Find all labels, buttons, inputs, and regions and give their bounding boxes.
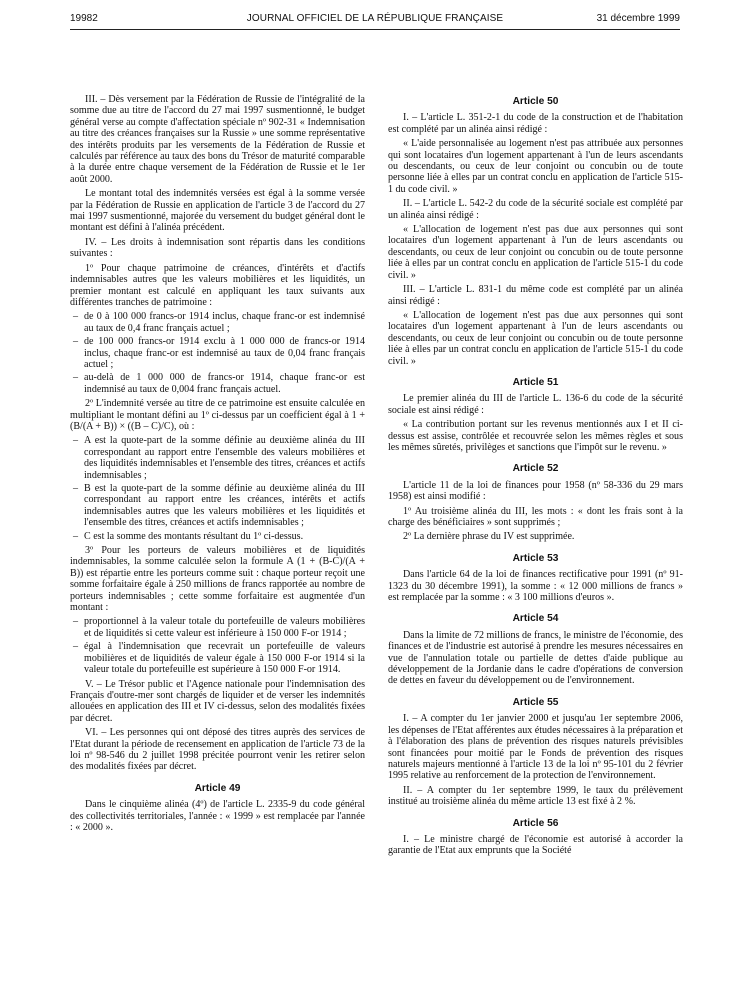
header-rule xyxy=(70,29,680,30)
paragraph: Dans l'article 64 de la loi de finances rectificative pour 1991 (nº 91-1323 du 30 décembre 1991), la somme : « 12 000 millions de francs » est remplacée par la somme : « 3 100 millions d'euros ». xyxy=(388,569,683,604)
list-item: – de 100 000 francs-or 1914 exclu à 1 000 000 de francs-or 1914 inclus, chaque franc-or est indemnisé au taux de 0,04 franc français actuel ; xyxy=(70,336,365,370)
paragraph: VI. – Les personnes qui ont déposé des titres auprès des services de l'Etat durant la période de recensement en application de l'article 73 de la loi nº 98-546 du 2 juillet 1998 précitée pourront venir les retirer selon des modalités fixées par décret. xyxy=(70,727,365,773)
paragraph: 1º Au troisième alinéa du III, les mots : « dont les frais sont à la charge des bénéficiaires » sont supprimés ; xyxy=(388,505,683,528)
list-item: – de 0 à 100 000 francs-or 1914 inclus, chaque franc-or est indemnisé au taux de 0,4 franc français actuel ; xyxy=(70,311,365,334)
paragraph: III. – Dès versement par la Fédération de Russie de l'intégralité de la somme due au titre de l'accord du 27 mai 1997 susmentionné, le budget général verse au compte d'affectation spéciale nº 902-31 « Indemnisation au titre des créances françaises sur la Russie » une somme représentative des intérêts produits par les versements de la Fédération de Russie et calculés par référence au taux des bons du Trésor de maturité comparable à la durée entre chaque versement de la Fédération de Russie et le 1er août 2000. xyxy=(70,94,365,185)
list-item: – A est la quote-part de la somme définie au deuxième alinéa du III correspondant au rapport entre l'ensemble des valeurs mobilières et des liquidités indemnisables et l'ensemble des titres, créances et actifs indemnisables ; xyxy=(70,435,365,481)
article-heading: Article 55 xyxy=(512,696,559,708)
left-column xyxy=(70,94,365,836)
paragraph: « La contribution portant sur les revenus mentionnés aux I et II ci-dessus est assise, contrôlée et recouvrée selon les mêmes règles et sous les mêmes sûretés, privilèges et sanctions que l'impôt sur le revenu. » xyxy=(388,419,683,453)
paragraph: « L'aide personnalisée au logement n'est pas attribuée aux personnes qui sont locataires d'un logement appartenant à l'un de leurs ascendants ou descendants, ou ceux de leur conjoint ou concubin ou de toute personne liée à elles par un contrat conclu en application de l'article 515-1 du code civil. » xyxy=(388,138,683,195)
paragraph: L'article 11 de la loi de finances pour 1958 (nº 58-336 du 29 mars 1958) est ainsi modifié : xyxy=(388,479,683,503)
paragraph: II. – L'article L. 542-2 du code de la sécurité sociale est complété par un alinéa ainsi rédigé : xyxy=(388,198,683,221)
article-heading: Article 50 xyxy=(512,96,559,107)
tranche-list xyxy=(70,311,365,395)
article-heading: Article 53 xyxy=(512,552,559,564)
page-number: 19982 xyxy=(70,13,98,24)
paragraph: Le montant total des indemnités versées est égal à la somme versée par la Fédération de Russie en application de l'article 3 de l'accord du 27 mai 1997 susmentionné, majorée du versement du budget général dont le montant est défini à l'alinéa précédent. xyxy=(70,188,365,234)
paragraph: 2º La dernière phrase du IV est supprimée. xyxy=(403,531,575,543)
paragraph: Le premier alinéa du III de l'article L. 136-6 du code de la sécurité sociale est ainsi rédigé : xyxy=(388,393,683,416)
list-item: – C est la somme des montants résultant du 1º ci-dessus. xyxy=(70,531,365,542)
paragraph: 3º Pour les porteurs de valeurs mobilières et de liquidités indemnisables, la somme calculée selon la formule A (1 + (B-C)/(A + B)) est répartie entre les porteurs comme suit : chaque porteur reçoit une somme forfaitaire égale à 250 millions de francs rapportée au nombre de porteurs indemnisables ; cette somme forfaitaire est augmentée d'un montant : xyxy=(70,545,365,614)
list-item: – B est la quote-part de la somme définie au deuxième alinéa du III correspondant au rapport entre les créances, intérêts et actifs indemnisables autres que les valeurs mobilières et les liquidités et l'ensemble des titres, créances et actifs indemnisables ; xyxy=(70,483,365,529)
article-heading: Article 56 xyxy=(512,817,559,829)
paragraph: Dans le cinquième alinéa (4º) de l'article L. 2335-9 du code général des collectivités territoriales, l'année : « 1999 » est remplacée par l'année : « 2000 ». xyxy=(70,799,365,833)
article-heading: Article 51 xyxy=(512,376,559,388)
article-heading: Article 49 xyxy=(194,782,241,794)
paragraph: 1º Pour chaque patrimoine de créances, d'intérêts et d'actifs indemnisables autres que les valeurs mobilières et les liquidités, un premier montant est calculé en appliquant les taux suivants aux différentes tranches de patrimoine : xyxy=(70,262,365,308)
paragraph: III. – L'article L. 831-1 du même code est complété par un alinéa ainsi rédigé : xyxy=(388,284,683,307)
list-item: – au-delà de 1 000 000 de francs-or 1914, chaque franc-or est indemnisé au taux de 0,004 franc français actuel. xyxy=(70,372,365,395)
list-item: – égal à l'indemnisation que recevrait un portefeuille de valeurs mobilières et de liquidités de valeur égale à 150 000 F-or 1914 si la valeur totale du portefeuille est supérieure à 150 000 F-or 1914. xyxy=(70,641,365,675)
article-heading: Article 52 xyxy=(512,463,559,475)
journal-title: JOURNAL OFFICIEL DE LA RÉPUBLIQUE FRANÇAISE xyxy=(246,13,504,24)
definition-list xyxy=(70,435,365,542)
paragraph: 2º L'indemnité versée au titre de ce patrimoine est ensuite calculée en multipliant le montant défini au 1º ci-dessus par un coefficient égal à 1 + (B/(A + B)) × ((B – C)/C), où : xyxy=(70,398,365,432)
paragraph: I. – A compter du 1er janvier 2000 et jusqu'au 1er septembre 2006, les dépenses de l'Etat afférentes aux études nécessaires à la préparation et à l'élaboration des plans de prévention des risques naturels prévisibles sont financées pour moitié par le Fonds de prévention des risques naturels majeurs mentionné à l'article 13 de la loi nº 95-101 du 2 février 1995 relative au renforcement de la protection de l'environnement. xyxy=(388,713,683,782)
paragraph: IV. – Les droits à indemnisation sont répartis dans les conditions suivantes : xyxy=(70,236,365,260)
paragraph: « L'allocation de logement n'est pas due aux personnes qui sont locataires d'un logement appartenant à l'un de leurs ascendants ou descendants, ou ceux de leur conjoint ou concubin ou de toute personne liée à elles par un contrat conclu en application de l'article 515-1 du code civil. » xyxy=(388,309,683,367)
paragraph: V. – Le Trésor public et l'Agence nationale pour l'indemnisation des Français d'outre-mer sont chargés de liquider et de verser les indemnités allouées en application des III et IV ci-dessus, selon des modalités fixées par décret. xyxy=(70,678,365,724)
list-item: – proportionnel à la valeur totale du portefeuille de valeurs mobilières et de liquidités si cette valeur est inférieure à 150 000 F-or 1914 ; xyxy=(70,616,365,639)
page-header xyxy=(70,13,680,27)
paragraph: I. – L'article L. 351-2-1 du code de la construction et de l'habitation est complété par un alinéa ainsi rédigé : xyxy=(388,112,683,135)
issue-date: 31 décembre 1999 xyxy=(596,13,680,24)
paragraph: II. – A compter du 1er septembre 1999, le taux du prélèvement institué au troisième alinéa du même article 13 est fixé à 2 %. xyxy=(388,784,683,808)
amount-list xyxy=(70,616,365,675)
paragraph: « L'allocation de logement n'est pas due aux personnes qui sont locataires d'un logement appartenant à l'un de leurs ascendants ou descendants, ou ceux de leur conjoint ou concubin ou de toute personne liée à elles par un contrat conclu en application de l'article 515-1 du code civil. » xyxy=(388,224,683,281)
paragraph: Dans la limite de 72 millions de francs, le ministre de l'économie, des finances et de l'industrie est autorisé à prendre les mesures nécessaires en vue de l'annulation totale ou partielle de dettes d'aide publique au développement de la Jordanie dans le cadre d'opérations de conversion de dettes en faveur du développement ou de l'environnement. xyxy=(388,629,683,687)
paragraph: I. – Le ministre chargé de l'économie est autorisé à accorder la garantie de l'Etat aux emprunts que la Société xyxy=(388,833,683,857)
right-column xyxy=(388,96,683,860)
article-heading: Article 54 xyxy=(512,613,559,625)
